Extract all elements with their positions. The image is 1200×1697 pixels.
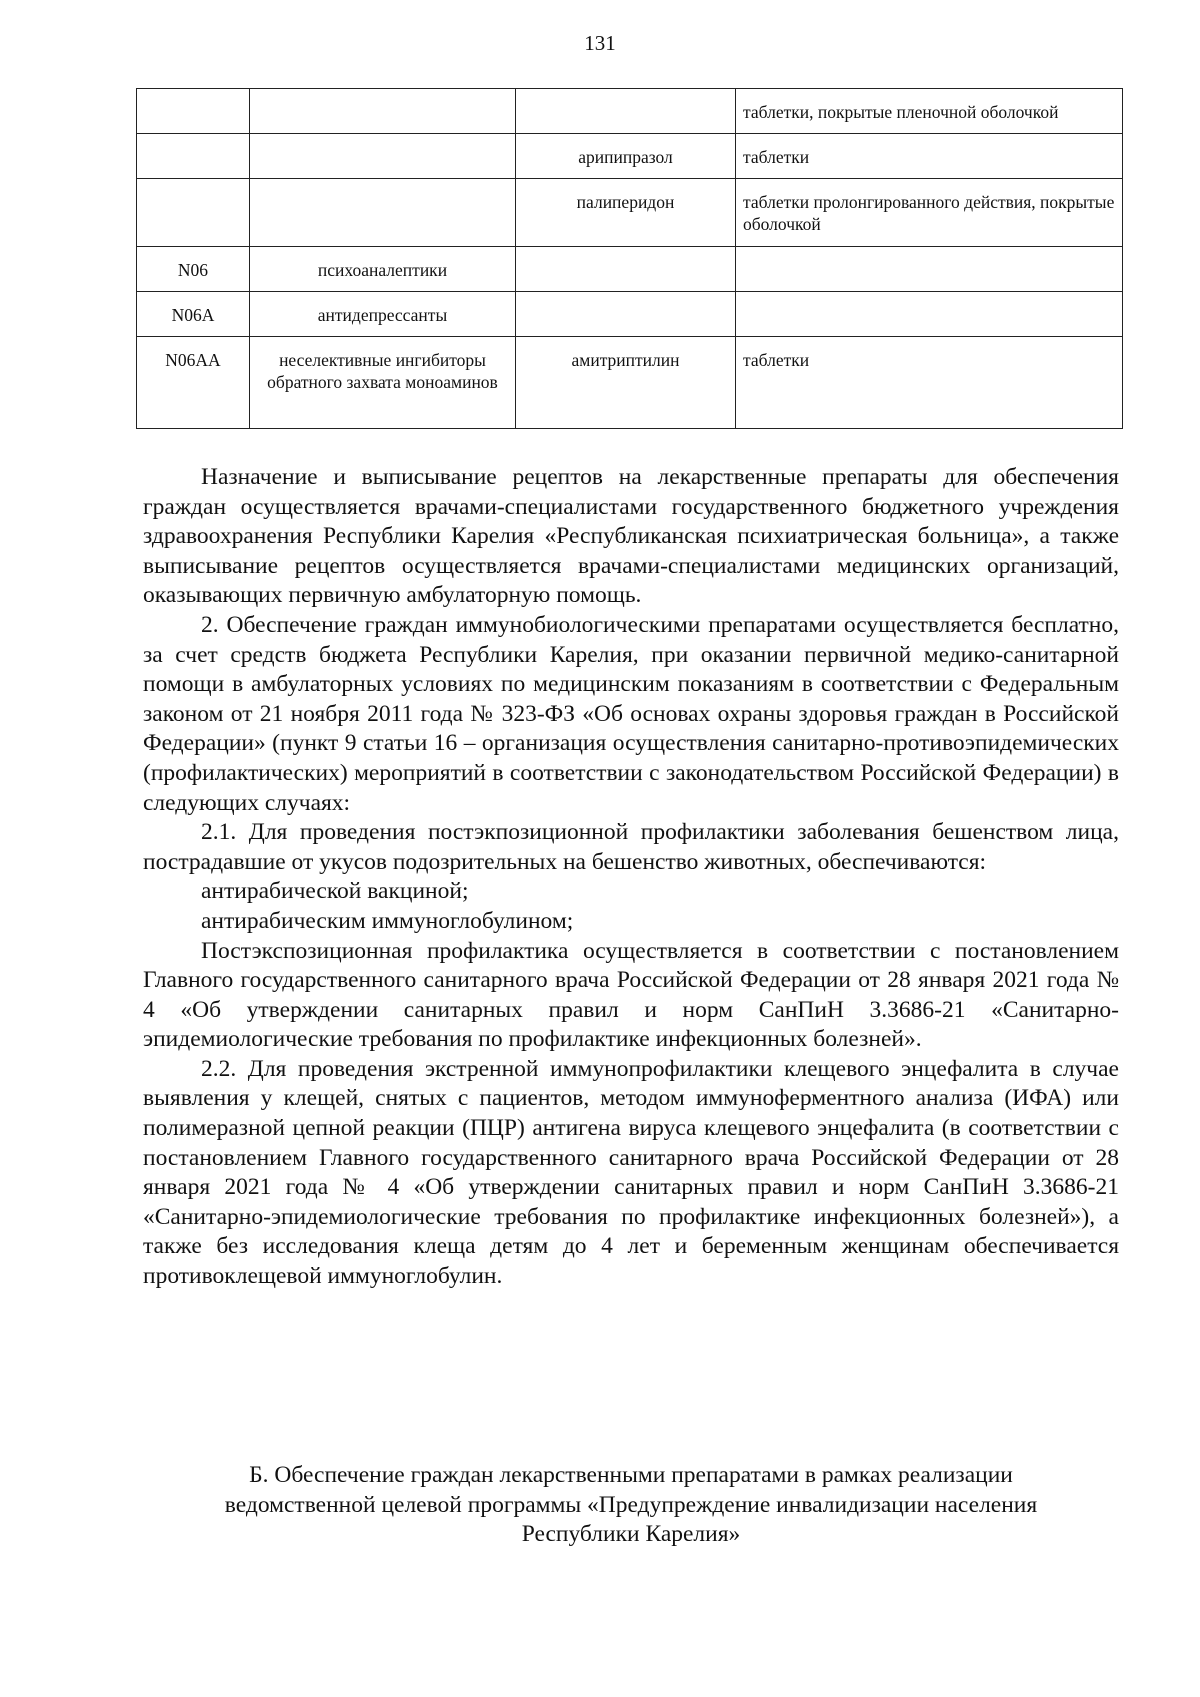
table-row — [137, 337, 1123, 429]
paragraph-post-exposure: Постэкспозиционная профилактика осуществляется в соответствии с постановлением Главного государственного санитарного врача Российской Федерации от 28 января 2021 года № 4 «Об утверждении санитарных правил и норм СанПиН 3.3686-21 «Санитарно-эпидемиологические требования по профилактике инфекционных болезней». — [143, 937, 1119, 1053]
atc-group-cell — [250, 89, 516, 134]
paragraph-item-2: 2. Обеспечение граждан иммунобиологическими препаратами осуществляется бесплатно, за счет средств бюджета Республики Карелия, при оказании первичной медико-санитарной помощи в амбулаторных условиях по медицинским показаниям в соответствии с Федеральным законом от 21 ноября 2011 года № 323-ФЗ «Об основах охраны здоровья граждан в Российской Федерации» (пункт 9 статьи 16 – организация осуществления санитарно-противоэпидемических (профилактических) мероприятий в соответствии с законодательством Российской Федерации) в следующих случаях: — [143, 611, 1119, 816]
dosage-form-cell — [736, 292, 1123, 337]
section-heading-line: Республики Карелия» — [521, 1521, 741, 1548]
atc-code-cell: N06 — [137, 247, 250, 292]
drug-name-cell — [516, 292, 736, 337]
atc-group-cell — [250, 179, 516, 247]
atc-group-cell — [250, 134, 516, 179]
paragraph-item-2-1: 2.1. Для проведения постэкпозиционной профилактики заболевания бешенством лица, пострадавшие от укусов подозрительных на бешенство животных, обеспечиваются: — [143, 819, 1119, 875]
atc-code-cell: N06A — [137, 292, 250, 337]
table-row — [137, 134, 1123, 179]
table-row — [137, 179, 1123, 247]
paragraph-prescriptions: Назначение и выписывание рецептов на лекарственные препараты для обеспечения граждан осуществляется врачами-специалистами государственного бюджетного учреждения здравоохранения Республики Карелия «Республиканская психиатрическая больница», а также выписывание рецептов осуществляется врачами-специалистами медицинских организаций, оказывающих первичную амбулаторную помощь. — [143, 464, 1119, 609]
drug-name-cell — [516, 89, 736, 134]
atc-group-cell: психоаналептики — [250, 247, 516, 292]
atc-group-cell: неселективные ингибиторы обратного захвата моноаминов — [250, 337, 516, 429]
list-item-vaccine: антирабической вакциной; — [201, 878, 469, 905]
dosage-form-cell: таблетки — [736, 337, 1123, 429]
atc-code-cell — [137, 134, 250, 179]
dosage-form-cell — [736, 247, 1123, 292]
drug-name-cell: амитриптилин — [516, 337, 736, 429]
table-row — [137, 247, 1123, 292]
atc-code-cell: N06AA — [137, 337, 250, 429]
dosage-form-cell: таблетки пролонгированного действия, покрытые оболочкой — [736, 179, 1123, 247]
drug-name-cell: арипипразол — [516, 134, 736, 179]
paragraph-item-2-2: 2.2. Для проведения экстренной иммунопрофилактики клещевого энцефалита в случае выявления у клещей, снятых с пациентов, методом иммуноферментного анализа (ИФА) или полимеразной цепной реакции (ПЦР) антигена вируса клещевого энцефалита (в соответствии с постановлением Главного государственного санитарного врача Российской Федерации от 28 января 2021 года № 4 «Об утверждении санитарных правил и норм СанПиН 3.3686-21 «Санитарно-эпидемиологические требования по профилактике инфекционных болезней»), а также без исследования клеща детям до 4 лет и беременным женщинам обеспечивается противоклещевой иммуноглобулин. — [143, 1055, 1119, 1290]
drug-name-cell — [516, 247, 736, 292]
atc-code-cell — [137, 179, 250, 247]
list-item-immunoglobulin: антирабическим иммуноглобулином; — [201, 907, 574, 934]
dosage-form-cell: таблетки — [736, 134, 1123, 179]
section-heading-line: ведомственной целевой программы «Предупреждение инвалидизации населения — [224, 1491, 1038, 1518]
body-text — [143, 463, 1119, 1292]
drug-name-cell: палиперидон — [516, 179, 736, 247]
drug-table — [136, 88, 1123, 429]
page-number: 131 — [584, 31, 616, 55]
table-row — [137, 292, 1123, 337]
dosage-form-cell: таблетки, покрытые пленочной оболочкой — [736, 89, 1123, 134]
section-heading-line: Б. Обеспечение граждан лекарственными препаратами в рамках реализации — [249, 1462, 1013, 1488]
section-heading — [143, 1461, 1119, 1550]
atc-group-cell: антидепрессанты — [250, 292, 516, 337]
table-row — [137, 89, 1123, 134]
atc-code-cell — [137, 89, 250, 134]
